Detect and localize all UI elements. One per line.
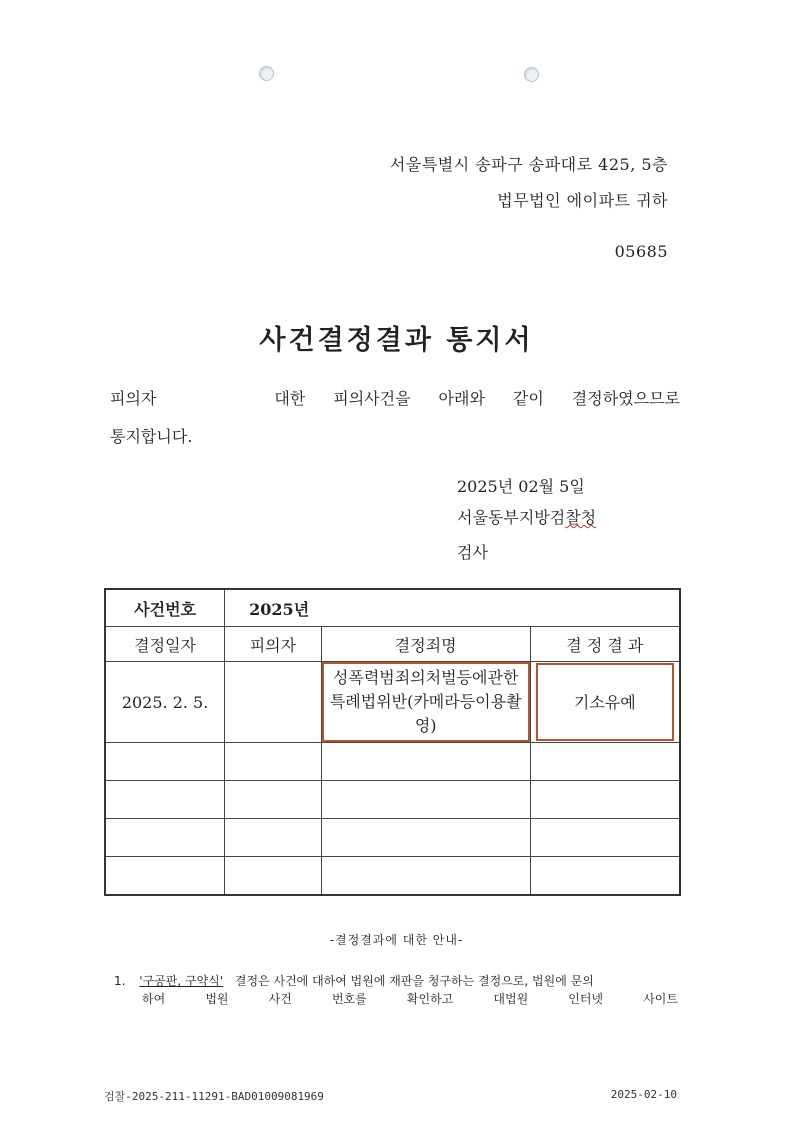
postal-code: 05685 (614, 242, 668, 261)
recipient-address: 서울특별시 송파구 송파대로 425, 5층 (389, 155, 668, 174)
case-number-label: 사건번호 (105, 589, 225, 627)
body-word: 대한 (274, 389, 306, 408)
result-highlight-box: 기소유예 (536, 663, 674, 741)
guide-item-highlight: '구공판, 구약식' (139, 974, 224, 988)
table-header-row (105, 627, 680, 662)
table-row (105, 819, 680, 857)
office-suffix: 찰청 (565, 508, 597, 527)
document-title: 사건결정결과 통지서 (259, 325, 534, 356)
prosecutor-role: 검사 (457, 543, 488, 562)
table-row (105, 857, 680, 896)
case-number-row (105, 589, 680, 627)
prosecutor-office (457, 505, 596, 528)
guide-item-line1 (114, 972, 594, 989)
header-charge: 결정죄명 (321, 627, 530, 662)
row-charge (321, 662, 530, 743)
header-decision-date: 결정일자 (105, 627, 225, 662)
body-word: 피의자 (110, 389, 157, 408)
footer-date: 2025-02-10 (610, 1088, 677, 1101)
notice-body-line2: 통지합니다. (110, 427, 193, 446)
body-word: 결정하였으므로 (571, 389, 680, 408)
header-result: 결 정 결 과 (530, 627, 680, 662)
header-suspect: 피의자 (225, 627, 322, 662)
punch-hole-left (259, 66, 274, 81)
charge-highlight-box: 성폭력범죄의처벌등에관한특례법위반(카메라등이용촬영) (322, 662, 530, 742)
office-prefix: 서울동부지방검 (457, 508, 566, 527)
body-word: 아래와 (438, 389, 485, 408)
recipient-name: 법무법인 에이파트 귀하 (497, 191, 668, 210)
table-row (105, 743, 680, 781)
row-decision-date: 2025. 2. 5. (105, 662, 225, 743)
case-number-value: 2025년 (225, 589, 680, 627)
table-row (105, 662, 680, 743)
guide-title: -결정결과에 대한 안내- (329, 933, 464, 947)
notice-body-line1 (110, 386, 680, 409)
row-suspect (225, 662, 322, 743)
body-word: 피의사건을 (333, 389, 411, 408)
table-row (105, 781, 680, 819)
guide-item-text: 결정은 사건에 대하여 법원에 재판을 청구하는 결정으로, 법원에 문의 (234, 974, 594, 988)
punch-hole-right (524, 67, 539, 82)
decision-date: 2025년 02월 5일 (457, 477, 585, 496)
guide-item-line2: 하여 법원 사건 번호를 확인하고 대법원 인터넷 사이트 (142, 992, 678, 1006)
case-table (104, 588, 681, 896)
row-result (530, 662, 680, 743)
footer-document-id: 검찰-2025-211-11291-BAD01009081969 (104, 1090, 324, 1103)
body-word: 같이 (512, 389, 544, 408)
guide-item-number: 1. (114, 974, 126, 988)
